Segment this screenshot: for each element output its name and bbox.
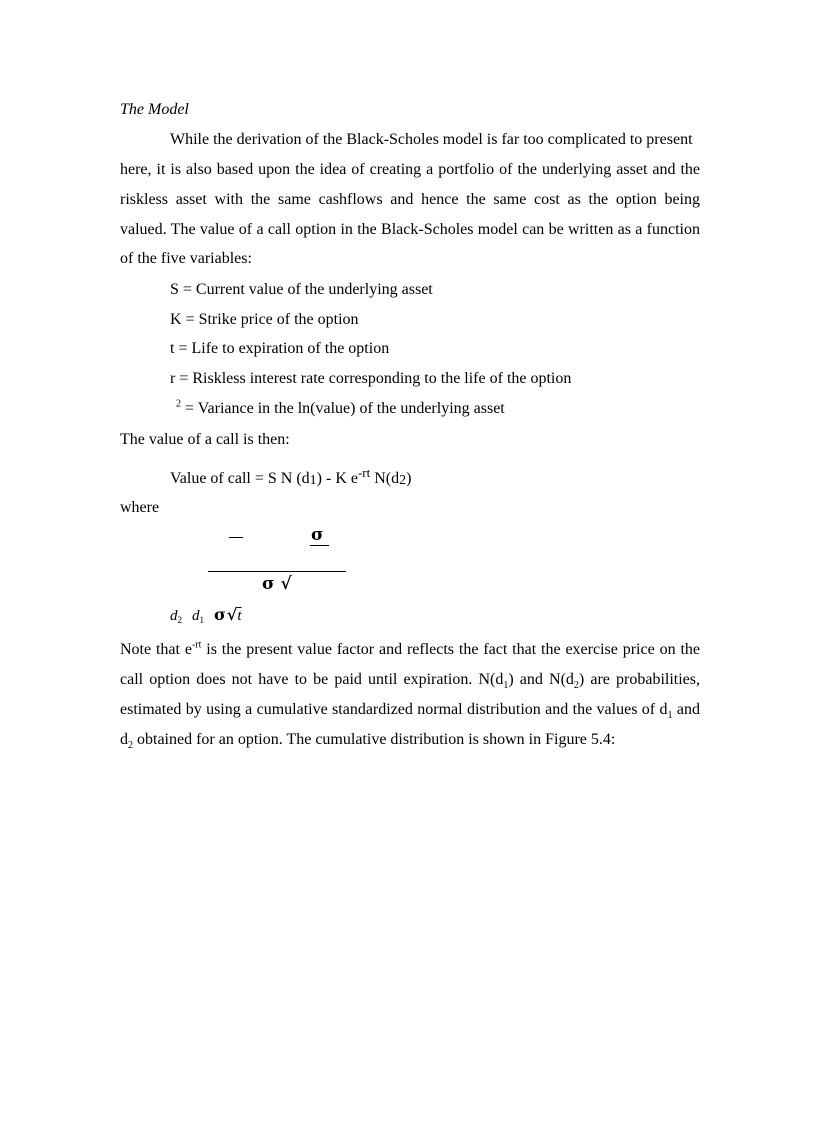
note-l4-b: obtained for an option. The cumulative distribution is shown in Figure 5.4: xyxy=(133,731,616,748)
var-r: r = Riskless interest rate corresponding to the life of the option xyxy=(170,370,572,387)
note-line-4 xyxy=(120,731,616,752)
d1-denominator xyxy=(262,574,292,594)
d1-symbol: d xyxy=(192,608,200,624)
var-s: S = Current value of the underlying asset xyxy=(170,281,433,298)
formula-prefix: Value of call = S N (d xyxy=(170,470,310,487)
formula-sub1: 1 xyxy=(309,473,317,488)
d1-sigma-bar xyxy=(310,545,329,546)
d1-sigma-numerator: σ xyxy=(311,525,324,545)
d2-sqrt-icon: √ xyxy=(226,605,238,624)
section-heading: The Model xyxy=(120,101,189,118)
intro-line-1: While the derivation of the Black-Scholes model is far too complicated to present xyxy=(170,131,693,148)
note-l3-a: estimated by using a cumulative standardized normal distribution and the values of d xyxy=(120,701,668,718)
var-variance xyxy=(176,400,505,418)
formula-exponent: -rt xyxy=(357,465,371,480)
note-line-1 xyxy=(120,641,700,659)
intro-line-3: riskless asset with the same cashflows and hence the same cost as the option being xyxy=(120,191,700,208)
intro-line-5: of the five variables: xyxy=(120,250,252,267)
note-l2-c: ) are probabilities, xyxy=(578,671,701,688)
d1-sigma-denominator: σ xyxy=(262,574,275,594)
formula-sub2: 2 xyxy=(399,473,407,488)
note-l2-a: call option does not have to be paid until expiration. N(d xyxy=(120,671,504,688)
sqrt-icon: √ xyxy=(280,574,292,594)
d1-subscript: 1 xyxy=(199,615,204,625)
note-l2-sub1: 1 xyxy=(503,680,509,692)
formula-mid: ) - K e xyxy=(316,470,358,487)
call-value-formula xyxy=(170,465,411,489)
note-l4-sub1: 2 xyxy=(128,740,133,752)
note-l3-sub1: 1 xyxy=(667,710,673,722)
note-line-2 xyxy=(120,671,701,692)
where-label: where xyxy=(120,499,160,516)
formula-end: ) xyxy=(406,470,412,487)
variance-superscript: 2 xyxy=(176,398,181,410)
note-l1-a: Note that e xyxy=(120,641,192,658)
intro-line-4: valued. The value of a call option in the Black-Scholes model can be written as a function xyxy=(120,221,700,238)
note-l1-b: is the present value factor and reflects the fact that the exercise price on the xyxy=(201,641,700,658)
note-line-3 xyxy=(120,701,700,722)
formula-n: N(d xyxy=(370,470,400,487)
var-t: t = Life to expiration of the option xyxy=(170,340,390,357)
note-l2-b: ) and N(d xyxy=(508,671,574,688)
call-intro: The value of a call is then: xyxy=(120,431,290,448)
d1-fraction-line xyxy=(208,571,346,572)
d2-formula xyxy=(170,605,241,625)
intro-line-2: here, it is also based upon the idea of creating a portfolio of the underlying asset and the xyxy=(120,161,700,178)
d2-sigma: σ xyxy=(214,605,226,624)
d2-t: t xyxy=(237,608,242,624)
note-l4-a: d xyxy=(120,731,128,748)
d1-numerator-dash xyxy=(229,537,243,538)
variance-text: = Variance in the ln(value) of the underlying asset xyxy=(181,400,505,417)
d2-symbol: d xyxy=(170,608,178,624)
note-l1-sup: -rt xyxy=(191,639,202,651)
note-l2-sub2: 2 xyxy=(573,680,579,692)
note-l3-b: and xyxy=(672,701,700,718)
var-k: K = Strike price of the option xyxy=(170,311,359,328)
d2-subscript: 2 xyxy=(177,615,182,625)
